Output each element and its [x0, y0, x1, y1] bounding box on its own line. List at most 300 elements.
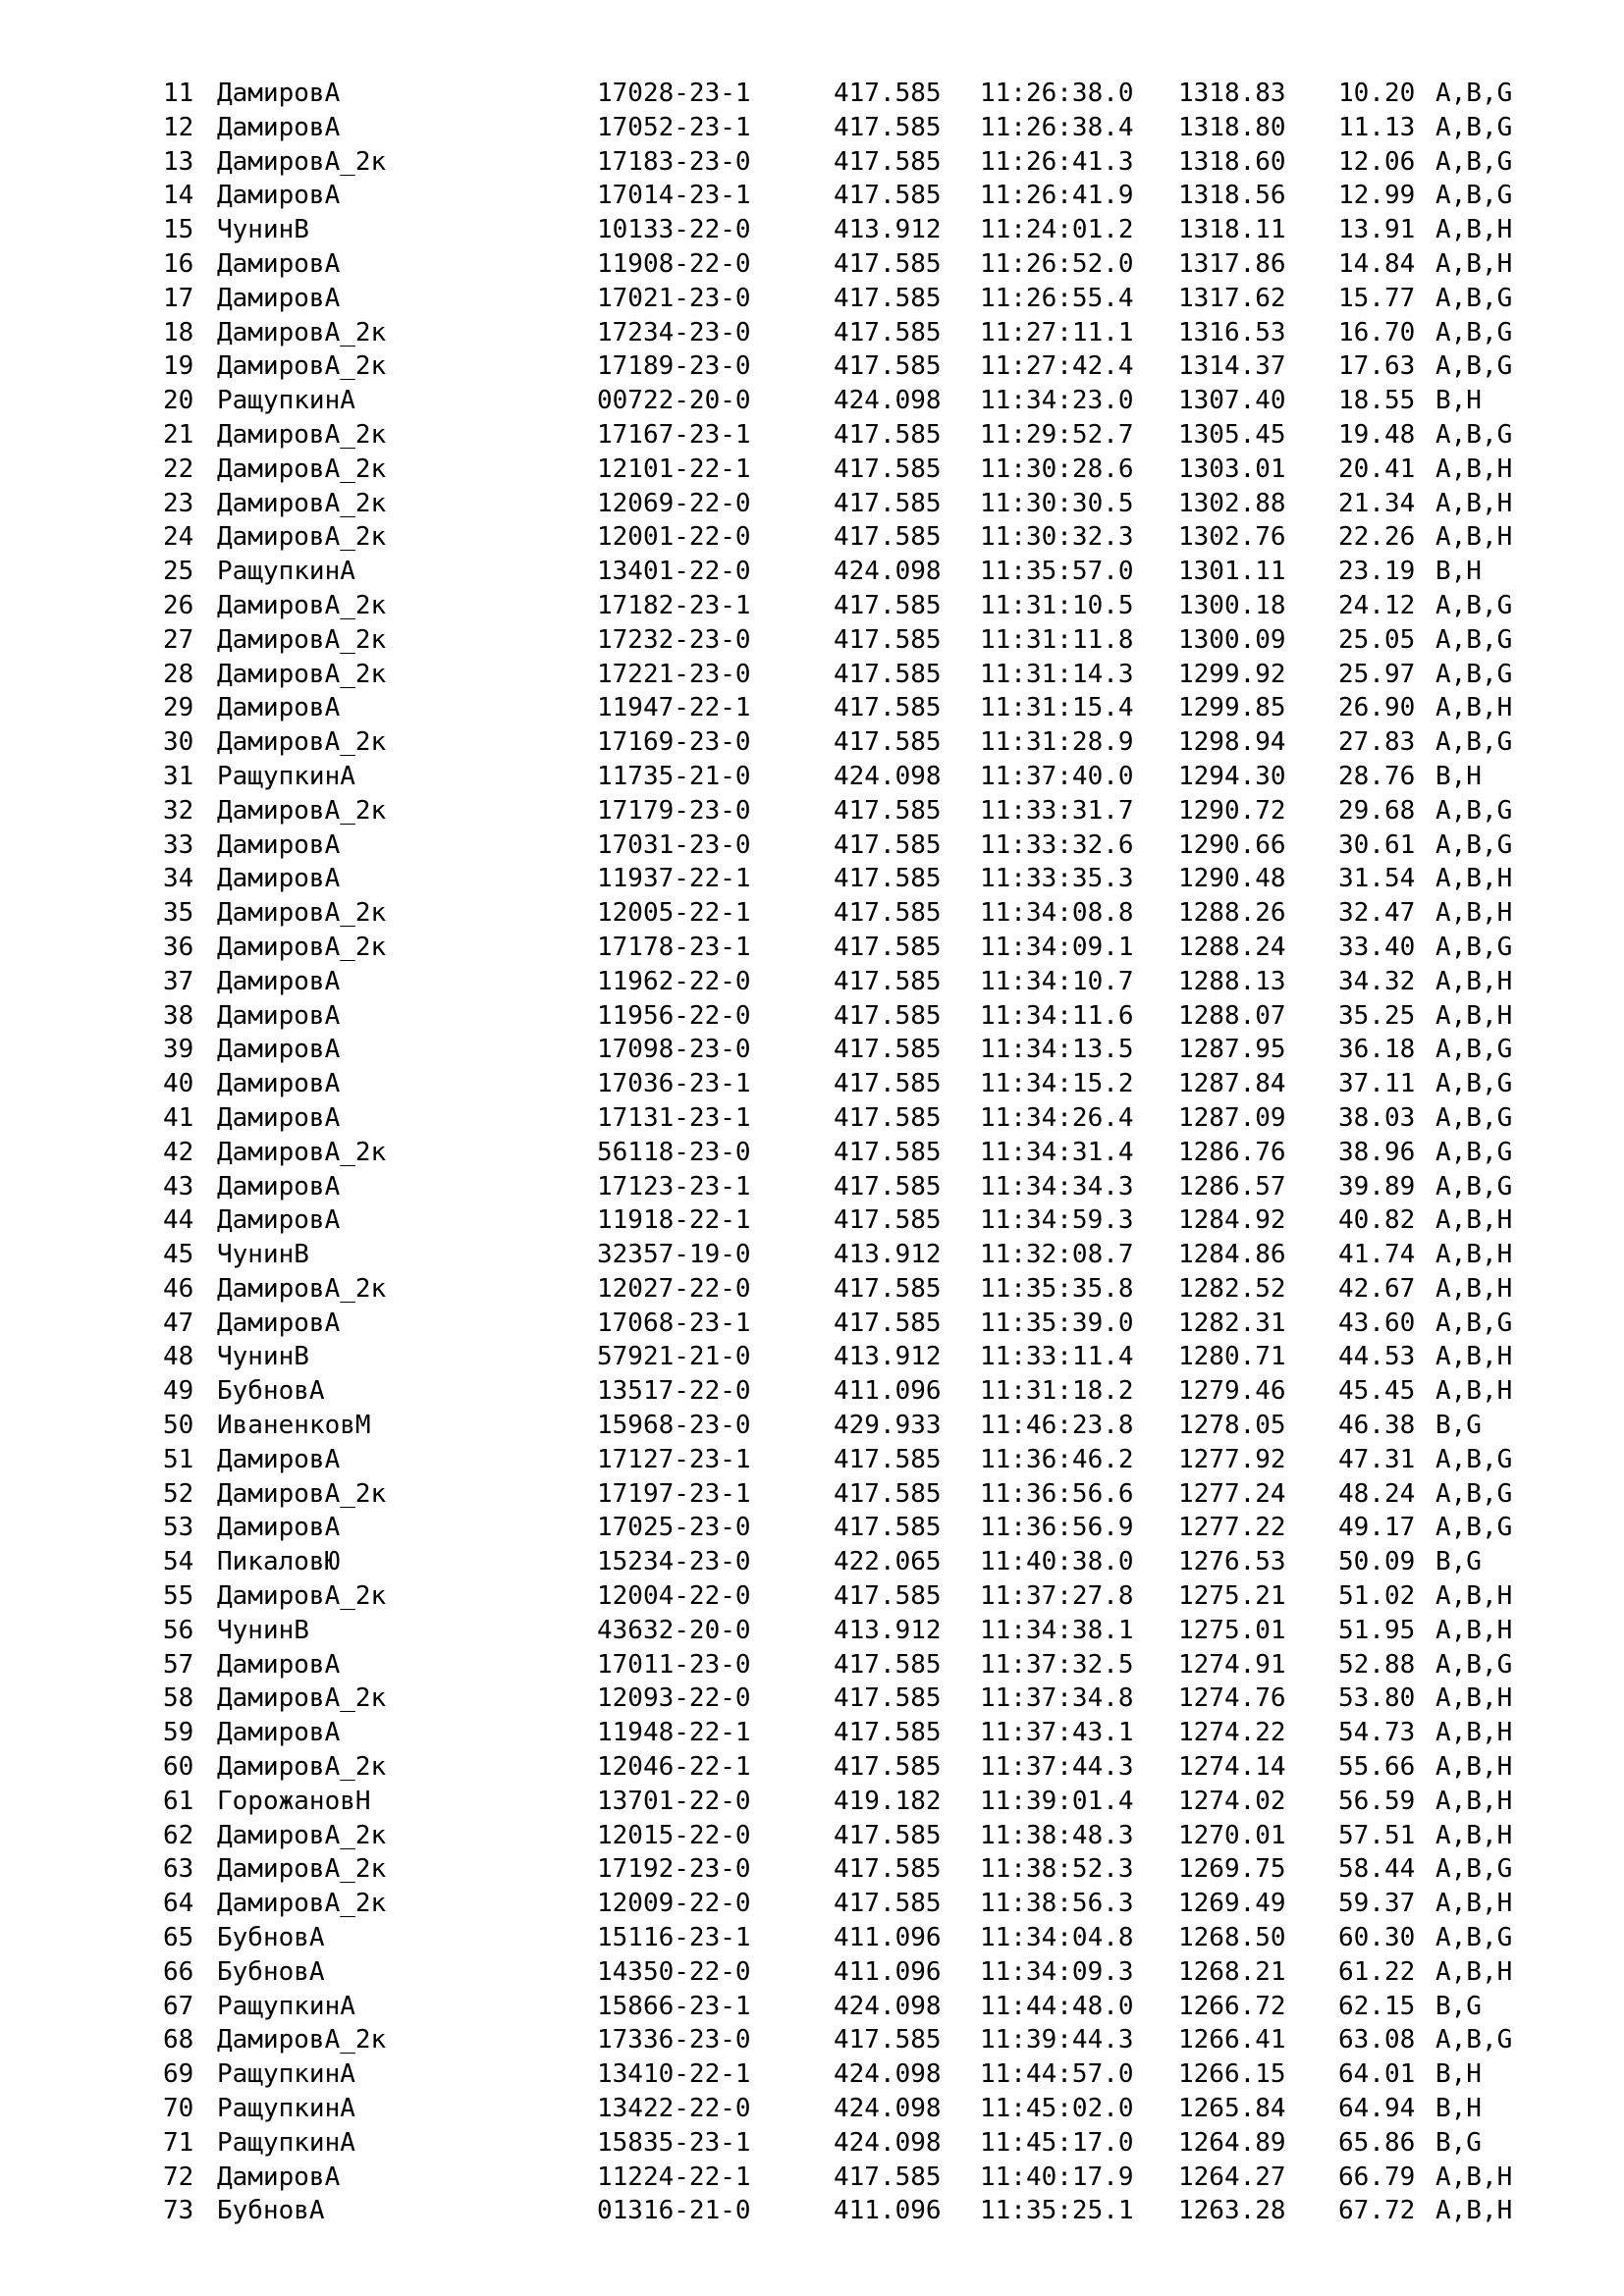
row-name: ДамировА [217, 2162, 341, 2192]
row-value: 1279.46 [1178, 1376, 1286, 1407]
row-flags: A,B,G [1435, 1444, 1513, 1474]
row-index: 17.63 [1338, 351, 1416, 382]
row-number: 31 [163, 761, 194, 791]
row-flags: B,H [1435, 386, 1482, 416]
row-value: 1282.31 [1178, 1308, 1286, 1338]
row-id: 11224-22-1 [597, 2162, 751, 2192]
row-flags: B,H [1435, 557, 1482, 587]
row-number: 70 [163, 2094, 194, 2124]
row-index: 49.17 [1338, 1513, 1416, 1543]
row-id: 11947-22-1 [597, 693, 751, 723]
row-id: 17192-23-0 [597, 1854, 751, 1885]
row-number: 30 [163, 727, 194, 758]
row-name: ЧунинВ [217, 1240, 309, 1270]
row-id: 12046-22-1 [597, 1752, 751, 1783]
row-value: 1305.45 [1178, 419, 1286, 450]
row-time: 11:34:26.4 [980, 1102, 1134, 1133]
row-flags: A,B,G [1435, 1171, 1513, 1201]
row-flags: A,B,H [1435, 2162, 1513, 2192]
row-name: ДамировА_2к [217, 1581, 387, 1612]
row-flags: A,B,G [1435, 419, 1513, 450]
row-index: 43.60 [1338, 1308, 1416, 1338]
row-id: 12004-22-0 [597, 1581, 751, 1612]
row-time: 11:30:32.3 [980, 522, 1134, 553]
row-frequency: 417.585 [834, 864, 942, 894]
row-flags: B,G [1435, 2127, 1482, 2158]
row-id: 17189-23-0 [597, 351, 751, 382]
row-name: ДамировА_2к [217, 1752, 387, 1783]
row-flags: A,B,H [1435, 215, 1513, 245]
row-index: 67.72 [1338, 2196, 1416, 2226]
row-frequency: 411.096 [834, 1923, 942, 1953]
row-id: 11937-22-1 [597, 864, 751, 894]
row-id: 17098-23-0 [597, 1035, 751, 1065]
row-id: 15866-23-1 [597, 1991, 751, 2021]
row-frequency: 417.585 [834, 590, 942, 620]
row-id: 17014-23-1 [597, 181, 751, 211]
row-frequency: 417.585 [834, 351, 942, 382]
row-number: 14 [163, 181, 194, 211]
row-index: 51.02 [1338, 1581, 1416, 1612]
row-frequency: 417.585 [834, 522, 942, 553]
row-name: РащупкинА [217, 761, 355, 791]
row-index: 64.01 [1338, 2059, 1416, 2090]
row-name: ДамировА [217, 1035, 341, 1065]
row-time: 11:34:08.8 [980, 898, 1134, 929]
row-frequency: 417.585 [834, 283, 942, 313]
row-time: 11:36:56.6 [980, 1478, 1134, 1509]
row-number: 24 [163, 522, 194, 553]
row-index: 47.31 [1338, 1444, 1416, 1474]
row-time: 11:40:17.9 [980, 2162, 1134, 2192]
row-frequency: 417.585 [834, 181, 942, 211]
row-index: 25.05 [1338, 624, 1416, 655]
row-index: 56.59 [1338, 1786, 1416, 1816]
row-name: ДамировА_2к [217, 624, 387, 655]
row-value: 1318.80 [1178, 112, 1286, 142]
row-flags: A,B,G [1435, 1854, 1513, 1885]
row-time: 11:30:28.6 [980, 454, 1134, 484]
row-id: 11735-21-0 [597, 761, 751, 791]
row-flags: A,B,G [1435, 1649, 1513, 1680]
row-name: РащупкинА [217, 2059, 355, 2090]
row-frequency: 417.585 [834, 1102, 942, 1133]
row-number: 47 [163, 1308, 194, 1338]
row-flags: A,B,H [1435, 1956, 1513, 1987]
row-flags: A,B,G [1435, 146, 1513, 177]
row-index: 64.94 [1338, 2094, 1416, 2124]
row-frequency: 417.585 [834, 1000, 942, 1031]
row-value: 1275.21 [1178, 1581, 1286, 1612]
row-value: 1298.94 [1178, 727, 1286, 758]
row-id: 11918-22-1 [597, 1205, 751, 1236]
row-flags: A,B,H [1435, 1240, 1513, 1270]
row-index: 18.55 [1338, 386, 1416, 416]
row-frequency: 419.182 [834, 1786, 942, 1816]
row-frequency: 417.585 [834, 659, 942, 689]
row-id: 17052-23-1 [597, 112, 751, 142]
row-name: ДамировА_2к [217, 795, 387, 826]
row-frequency: 413.912 [834, 1615, 942, 1645]
row-frequency: 417.585 [834, 1820, 942, 1850]
row-id: 12005-22-1 [597, 898, 751, 929]
row-index: 58.44 [1338, 1854, 1416, 1885]
row-frequency: 417.585 [834, 829, 942, 860]
row-time: 11:45:17.0 [980, 2127, 1134, 2158]
row-id: 17169-23-0 [597, 727, 751, 758]
row-id: 11962-22-0 [597, 966, 751, 996]
row-index: 44.53 [1338, 1342, 1416, 1372]
row-flags: A,B,H [1435, 1205, 1513, 1236]
row-id: 57921-21-0 [597, 1342, 751, 1372]
row-value: 1288.24 [1178, 932, 1286, 962]
row-name: ДамировА [217, 1171, 341, 1201]
row-time: 11:26:55.4 [980, 283, 1134, 313]
row-frequency: 417.585 [834, 454, 942, 484]
row-frequency: 417.585 [834, 898, 942, 929]
row-time: 11:44:48.0 [980, 1991, 1134, 2021]
row-number: 25 [163, 557, 194, 587]
row-name: БубновА [217, 1376, 325, 1407]
row-value: 1307.40 [1178, 386, 1286, 416]
row-frequency: 417.585 [834, 1683, 942, 1714]
row-number: 68 [163, 2025, 194, 2056]
row-index: 14.84 [1338, 248, 1416, 279]
row-id: 12093-22-0 [597, 1683, 751, 1714]
row-time: 11:26:52.0 [980, 248, 1134, 279]
row-value: 1301.11 [1178, 557, 1286, 587]
row-flags: A,B,G [1435, 317, 1513, 347]
row-time: 11:30:30.5 [980, 488, 1134, 518]
row-id: 17127-23-1 [597, 1444, 751, 1474]
row-flags: A,B,H [1435, 1683, 1513, 1714]
row-value: 1274.22 [1178, 1718, 1286, 1748]
row-frequency: 413.912 [834, 215, 942, 245]
row-time: 11:34:34.3 [980, 1171, 1134, 1201]
row-id: 17025-23-0 [597, 1513, 751, 1543]
row-frequency: 422.065 [834, 1547, 942, 1577]
row-value: 1300.09 [1178, 624, 1286, 655]
row-time: 11:36:46.2 [980, 1444, 1134, 1474]
row-number: 52 [163, 1478, 194, 1509]
row-frequency: 417.585 [834, 1854, 942, 1885]
row-id: 15116-23-1 [597, 1923, 751, 1953]
row-frequency: 424.098 [834, 386, 942, 416]
row-id: 17234-23-0 [597, 317, 751, 347]
row-index: 38.03 [1338, 1102, 1416, 1133]
row-flags: A,B,G [1435, 1923, 1513, 1953]
row-number: 55 [163, 1581, 194, 1612]
row-time: 11:26:41.9 [980, 181, 1134, 211]
row-frequency: 413.912 [834, 1342, 942, 1372]
row-flags: B,H [1435, 761, 1482, 791]
row-number: 42 [163, 1137, 194, 1167]
row-value: 1264.89 [1178, 2127, 1286, 2158]
row-index: 37.11 [1338, 1069, 1416, 1099]
row-index: 41.74 [1338, 1240, 1416, 1270]
row-id: 11956-22-0 [597, 1000, 751, 1031]
row-frequency: 417.585 [834, 1649, 942, 1680]
row-index: 60.30 [1338, 1923, 1416, 1953]
row-frequency: 417.585 [834, 1273, 942, 1304]
row-number: 73 [163, 2196, 194, 2226]
row-flags: A,B,G [1435, 181, 1513, 211]
row-name: ДамировА [217, 79, 341, 108]
row-number: 57 [163, 1649, 194, 1680]
row-id: 13701-22-0 [597, 1786, 751, 1816]
row-time: 11:35:57.0 [980, 557, 1134, 587]
row-number: 58 [163, 1683, 194, 1714]
row-frequency: 413.912 [834, 1240, 942, 1270]
row-frequency: 417.585 [834, 1478, 942, 1509]
row-time: 11:26:38.0 [980, 79, 1134, 108]
row-time: 11:45:02.0 [980, 2094, 1134, 2124]
row-name: ДамировА_2к [217, 1478, 387, 1509]
row-flags: A,B,G [1435, 1035, 1513, 1065]
row-value: 1299.85 [1178, 693, 1286, 723]
row-index: 59.37 [1338, 1889, 1416, 1919]
row-name: РащупкинА [217, 557, 355, 587]
row-flags: A,B,H [1435, 1889, 1513, 1919]
row-value: 1318.83 [1178, 79, 1286, 108]
row-name: ДамировА_2к [217, 146, 387, 177]
row-frequency: 417.585 [834, 2025, 942, 2056]
row-time: 11:34:09.3 [980, 1956, 1134, 1987]
row-time: 11:38:56.3 [980, 1889, 1134, 1919]
row-value: 1265.84 [1178, 2094, 1286, 2124]
row-flags: A,B,H [1435, 693, 1513, 723]
row-time: 11:34:23.0 [980, 386, 1134, 416]
row-id: 17221-23-0 [597, 659, 751, 689]
row-time: 11:35:25.1 [980, 2196, 1134, 2226]
row-time: 11:44:57.0 [980, 2059, 1134, 2090]
row-index: 62.15 [1338, 1991, 1416, 2021]
row-frequency: 411.096 [834, 1956, 942, 1987]
row-index: 22.26 [1338, 522, 1416, 553]
row-id: 17179-23-0 [597, 795, 751, 826]
row-flags: A,B,H [1435, 864, 1513, 894]
row-index: 21.34 [1338, 488, 1416, 518]
row-index: 63.08 [1338, 2025, 1416, 2056]
row-number: 53 [163, 1513, 194, 1543]
row-id: 12015-22-0 [597, 1820, 751, 1850]
row-value: 1299.92 [1178, 659, 1286, 689]
row-time: 11:34:11.6 [980, 1000, 1134, 1031]
row-name: ДамировА_2к [217, 419, 387, 450]
row-index: 66.79 [1338, 2162, 1416, 2192]
row-flags: A,B,H [1435, 1000, 1513, 1031]
row-value: 1314.37 [1178, 351, 1286, 382]
row-index: 50.09 [1338, 1547, 1416, 1577]
row-flags: A,B,G [1435, 727, 1513, 758]
row-id: 17031-23-0 [597, 829, 751, 860]
row-id: 56118-23-0 [597, 1137, 751, 1167]
row-name: ДамировА [217, 112, 341, 142]
row-index: 13.91 [1338, 215, 1416, 245]
row-value: 1269.49 [1178, 1889, 1286, 1919]
row-flags: A,B,G [1435, 829, 1513, 860]
row-id: 13517-22-0 [597, 1376, 751, 1407]
row-value: 1286.57 [1178, 1171, 1286, 1201]
row-index: 53.80 [1338, 1683, 1416, 1714]
row-frequency: 417.585 [834, 1444, 942, 1474]
row-number: 54 [163, 1547, 194, 1577]
row-id: 17011-23-0 [597, 1649, 751, 1680]
row-value: 1284.92 [1178, 1205, 1286, 1236]
row-index: 12.99 [1338, 181, 1416, 211]
row-flags: A,B,G [1435, 1102, 1513, 1133]
row-time: 11:35:35.8 [980, 1273, 1134, 1304]
row-time: 11:36:56.9 [980, 1513, 1134, 1543]
row-flags: A,B,G [1435, 1069, 1513, 1099]
row-index: 26.90 [1338, 693, 1416, 723]
row-id: 13410-22-1 [597, 2059, 751, 2090]
row-id: 17197-23-1 [597, 1478, 751, 1509]
row-time: 11:32:08.7 [980, 1240, 1134, 1270]
row-value: 1278.05 [1178, 1411, 1286, 1441]
row-name: БубновА [217, 1956, 325, 1987]
row-id: 12101-22-1 [597, 454, 751, 484]
row-id: 10133-22-0 [597, 215, 751, 245]
row-index: 10.20 [1338, 79, 1416, 108]
row-number: 18 [163, 317, 194, 347]
row-flags: B,G [1435, 1411, 1482, 1441]
row-index: 33.40 [1338, 932, 1416, 962]
row-flags: A,B,H [1435, 898, 1513, 929]
row-flags: A,B,H [1435, 1581, 1513, 1612]
row-time: 11:37:44.3 [980, 1752, 1134, 1783]
row-value: 1274.91 [1178, 1649, 1286, 1680]
row-time: 11:29:52.7 [980, 419, 1134, 450]
row-frequency: 417.585 [834, 79, 942, 108]
row-value: 1290.48 [1178, 864, 1286, 894]
row-frequency: 417.585 [834, 146, 942, 177]
row-index: 28.76 [1338, 761, 1416, 791]
row-name: ДамировА [217, 1205, 341, 1236]
row-frequency: 417.585 [834, 419, 942, 450]
row-time: 11:35:39.0 [980, 1308, 1134, 1338]
row-value: 1318.56 [1178, 181, 1286, 211]
row-flags: A,B,G [1435, 351, 1513, 382]
row-time: 11:39:44.3 [980, 2025, 1134, 2056]
row-number: 61 [163, 1786, 194, 1816]
row-time: 11:34:59.3 [980, 1205, 1134, 1236]
row-name: РащупкинА [217, 2094, 355, 2124]
row-name: ДамировА_2к [217, 590, 387, 620]
row-number: 39 [163, 1035, 194, 1065]
row-frequency: 424.098 [834, 761, 942, 791]
row-number: 17 [163, 283, 194, 313]
row-id: 17167-23-1 [597, 419, 751, 450]
row-value: 1316.53 [1178, 317, 1286, 347]
row-name: ДамировА_2к [217, 1137, 387, 1167]
row-flags: A,B,H [1435, 1273, 1513, 1304]
row-id: 17183-23-0 [597, 146, 751, 177]
row-index: 54.73 [1338, 1718, 1416, 1748]
row-name: РащупкинА [217, 2127, 355, 2158]
row-flags: A,B,G [1435, 932, 1513, 962]
row-value: 1318.11 [1178, 215, 1286, 245]
row-flags: A,B,H [1435, 1752, 1513, 1783]
row-name: ДамировА_2к [217, 2025, 387, 2056]
row-number: 32 [163, 795, 194, 826]
row-flags: A,B,H [1435, 522, 1513, 553]
row-flags: A,B,H [1435, 1718, 1513, 1748]
row-frequency: 411.096 [834, 1376, 942, 1407]
row-name: ДамировА_2к [217, 659, 387, 689]
row-value: 1290.72 [1178, 795, 1286, 826]
row-name: ИваненковМ [217, 1411, 371, 1441]
row-value: 1266.15 [1178, 2059, 1286, 2090]
row-value: 1277.92 [1178, 1444, 1286, 1474]
row-number: 43 [163, 1171, 194, 1201]
row-frequency: 429.933 [834, 1411, 942, 1441]
row-time: 11:34:13.5 [980, 1035, 1134, 1065]
row-index: 52.88 [1338, 1649, 1416, 1680]
row-time: 11:26:41.3 [980, 146, 1134, 177]
row-value: 1282.52 [1178, 1273, 1286, 1304]
row-index: 55.66 [1338, 1752, 1416, 1783]
row-number: 56 [163, 1615, 194, 1645]
row-index: 39.89 [1338, 1171, 1416, 1201]
row-frequency: 417.585 [834, 1137, 942, 1167]
row-flags: A,B,H [1435, 1376, 1513, 1407]
row-number: 65 [163, 1923, 194, 1953]
row-frequency: 417.585 [834, 1205, 942, 1236]
row-value: 1275.01 [1178, 1615, 1286, 1645]
row-frequency: 417.585 [834, 2162, 942, 2192]
row-time: 11:31:28.9 [980, 727, 1134, 758]
row-time: 11:34:31.4 [980, 1137, 1134, 1167]
row-id: 13422-22-0 [597, 2094, 751, 2124]
row-frequency: 424.098 [834, 2059, 942, 2090]
row-frequency: 417.585 [834, 795, 942, 826]
row-index: 36.18 [1338, 1035, 1416, 1065]
row-name: РащупкинА [217, 1991, 355, 2021]
row-id: 15234-23-0 [597, 1547, 751, 1577]
row-frequency: 417.585 [834, 1513, 942, 1543]
row-flags: A,B,H [1435, 1342, 1513, 1372]
row-frequency: 424.098 [834, 557, 942, 587]
row-value: 1287.09 [1178, 1102, 1286, 1133]
row-number: 64 [163, 1889, 194, 1919]
row-name: ДамировА [217, 1308, 341, 1338]
row-frequency: 417.585 [834, 317, 942, 347]
row-number: 66 [163, 1956, 194, 1987]
row-value: 1277.24 [1178, 1478, 1286, 1509]
row-time: 11:34:15.2 [980, 1069, 1134, 1099]
row-flags: A,B,H [1435, 454, 1513, 484]
row-flags: A,B,H [1435, 1820, 1513, 1850]
row-number: 38 [163, 1000, 194, 1031]
row-number: 49 [163, 1376, 194, 1407]
row-id: 11948-22-1 [597, 1718, 751, 1748]
row-value: 1287.95 [1178, 1035, 1286, 1065]
row-frequency: 411.096 [834, 2196, 942, 2226]
row-time: 11:37:34.8 [980, 1683, 1134, 1714]
row-time: 11:37:40.0 [980, 761, 1134, 791]
row-index: 46.38 [1338, 1411, 1416, 1441]
row-name: ДамировА_2к [217, 454, 387, 484]
row-time: 11:33:32.6 [980, 829, 1134, 860]
row-index: 24.12 [1338, 590, 1416, 620]
row-flags: A,B,G [1435, 1478, 1513, 1509]
row-name: ДамировА [217, 864, 341, 894]
row-id: 17336-23-0 [597, 2025, 751, 2056]
row-flags: A,B,G [1435, 1137, 1513, 1167]
row-value: 1294.30 [1178, 761, 1286, 791]
row-flags: A,B,G [1435, 79, 1513, 108]
